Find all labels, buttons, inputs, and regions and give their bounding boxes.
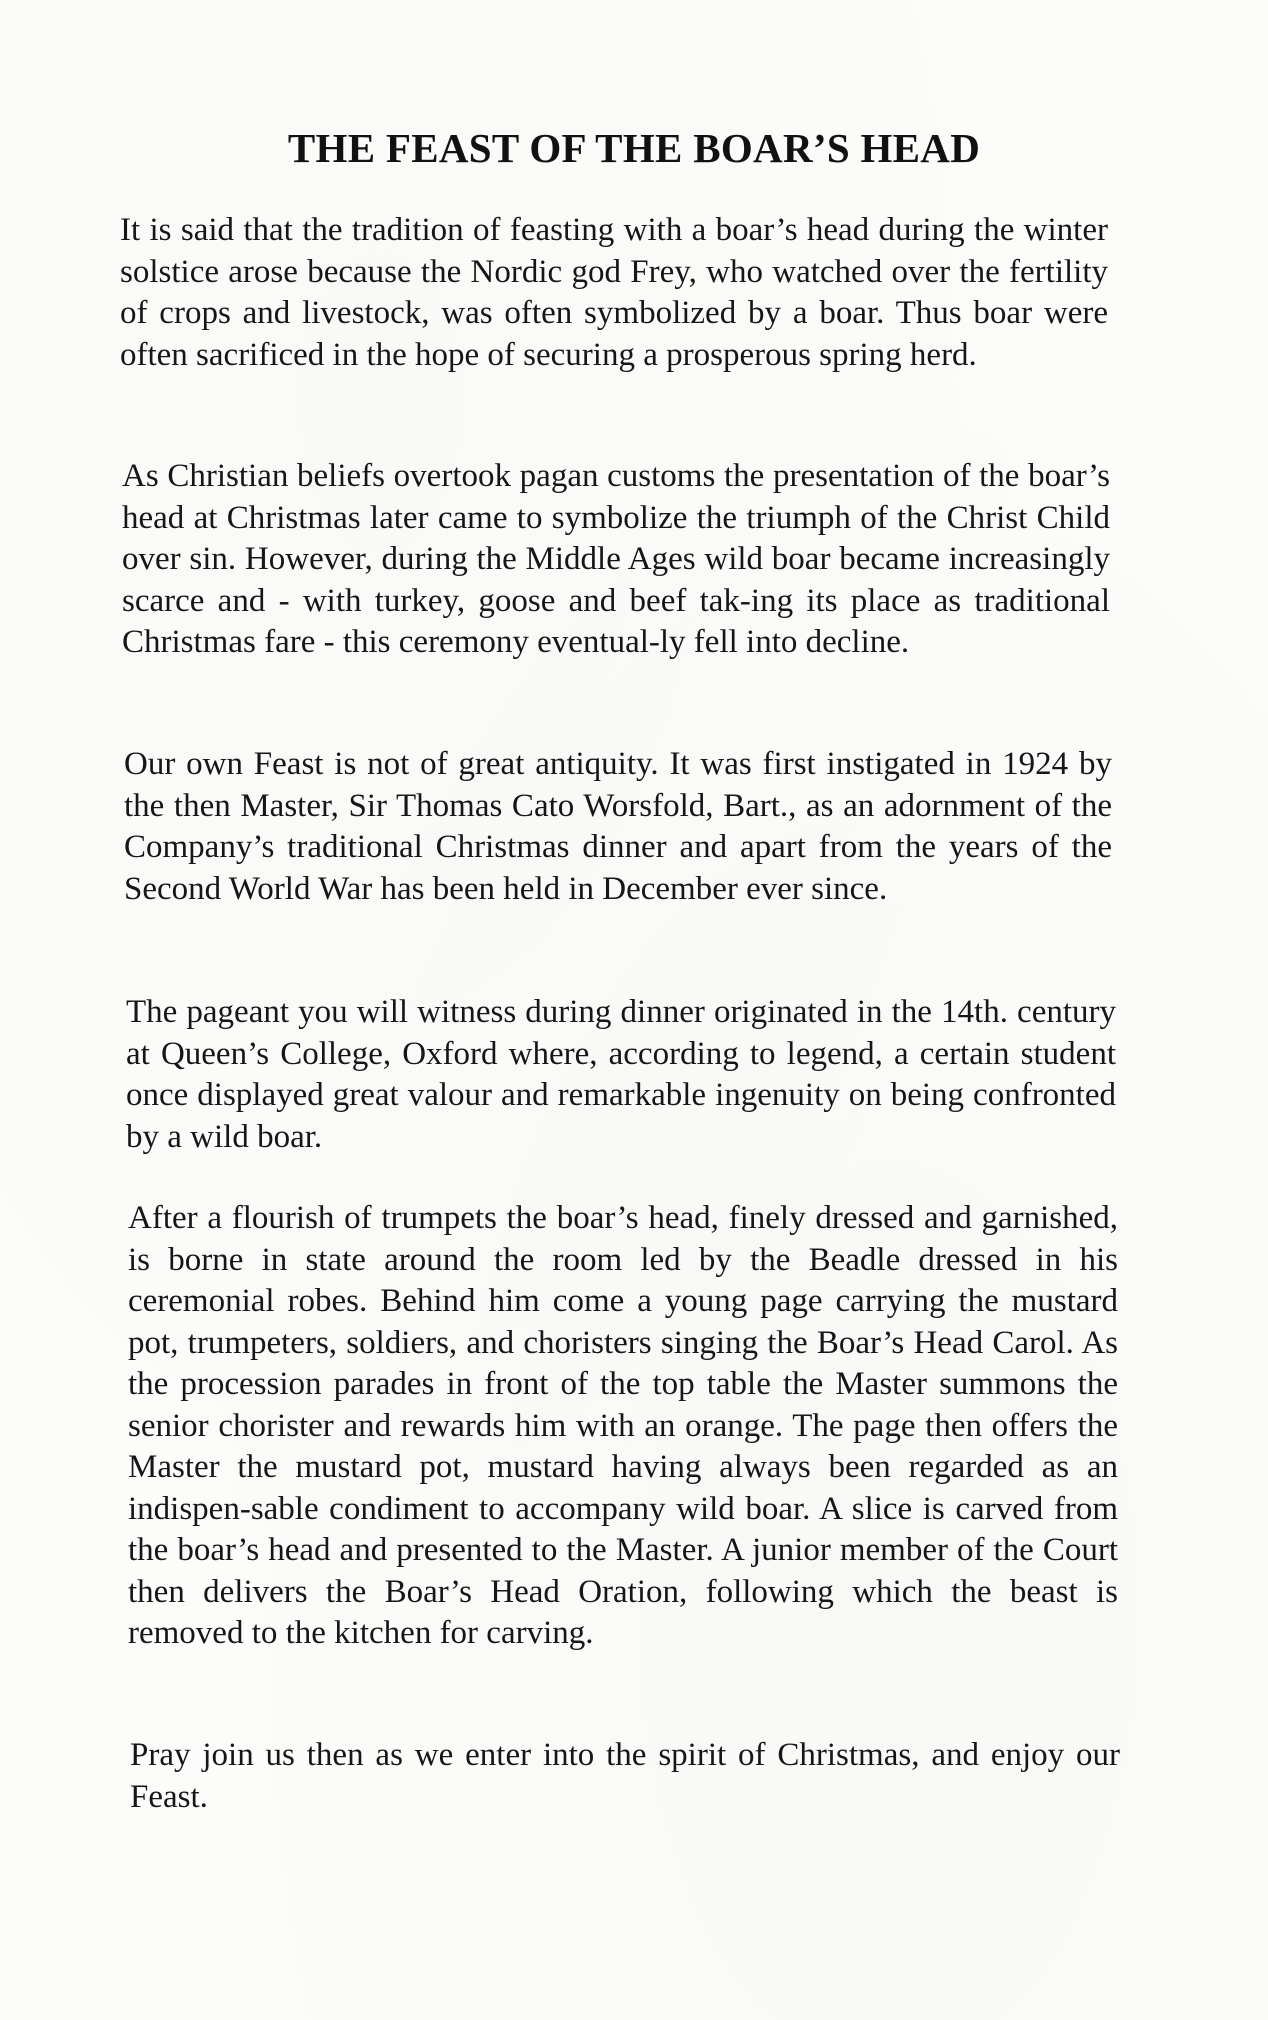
- paragraph-our-feast: Our own Feast is not of great antiquity. It was first instigated in 1924 by the then Master, Sir Thomas Cato Worsfold, Bart., as an adornment of the Company’s traditional Christmas dinner and apart from the years of the Second World War has been held in December ever since.: [124, 746, 1112, 907]
- paragraph-invitation: Pray join us then as we enter into the spirit of Christmas, and enjoy our Feast.: [130, 1737, 1120, 1815]
- paragraph-christian-beliefs: As Christian beliefs overtook pagan customs the presentation of the boar’s head at Christmas later came to symbolize the triumph of the Christ Child over sin. However, during the Middle Ages wild boar became increasingly scarce and - with turkey, goose and beef tak-ing its place as traditional Christmas fare - this ceremony eventual-ly fell into decline.: [122, 458, 1110, 660]
- paragraph-pageant-origin: The pageant you will witness during dinner originated in the 14th. century at Queen’s College, Oxford where, according to legend, a certain student once displayed great valour and remarkable ingenuity on being confronted by a wild boar.: [126, 994, 1116, 1155]
- paragraph-frey-origin: It is said that the tradition of feasting with a boar’s head during the winter solstice arose because the Nordic god Frey, who watched over the fertility of crops and livestock, was often symbolized by a boar. Thus boar were often sacrificed in the hope of securing a prosperous spring herd.: [120, 212, 1108, 373]
- page-title: THE FEAST OF THE BOAR’S HEAD: [287, 125, 981, 171]
- paragraph-procession: After a flourish of trumpets the boar’s head, finely dressed and garnished, is borne in state around the room led by the Beadle dressed in his ceremonial robes. Behind him come a young page carrying the mustard pot, trumpeters, soldiers, and choristers singing the Boar’s Head Carol. As the procession parades in front of the top table the Master summons the senior chorister and rewards him with an orange. The page then offers the Master the mustard pot, mustard having always been regarded as an indispen-sable condiment to accompany wild boar. A slice is carved from the boar’s head and presented to the Master. A junior member of the Court then delivers the Boar’s Head Oration, following which the beast is removed to the kitchen for carving.: [128, 1200, 1118, 1651]
